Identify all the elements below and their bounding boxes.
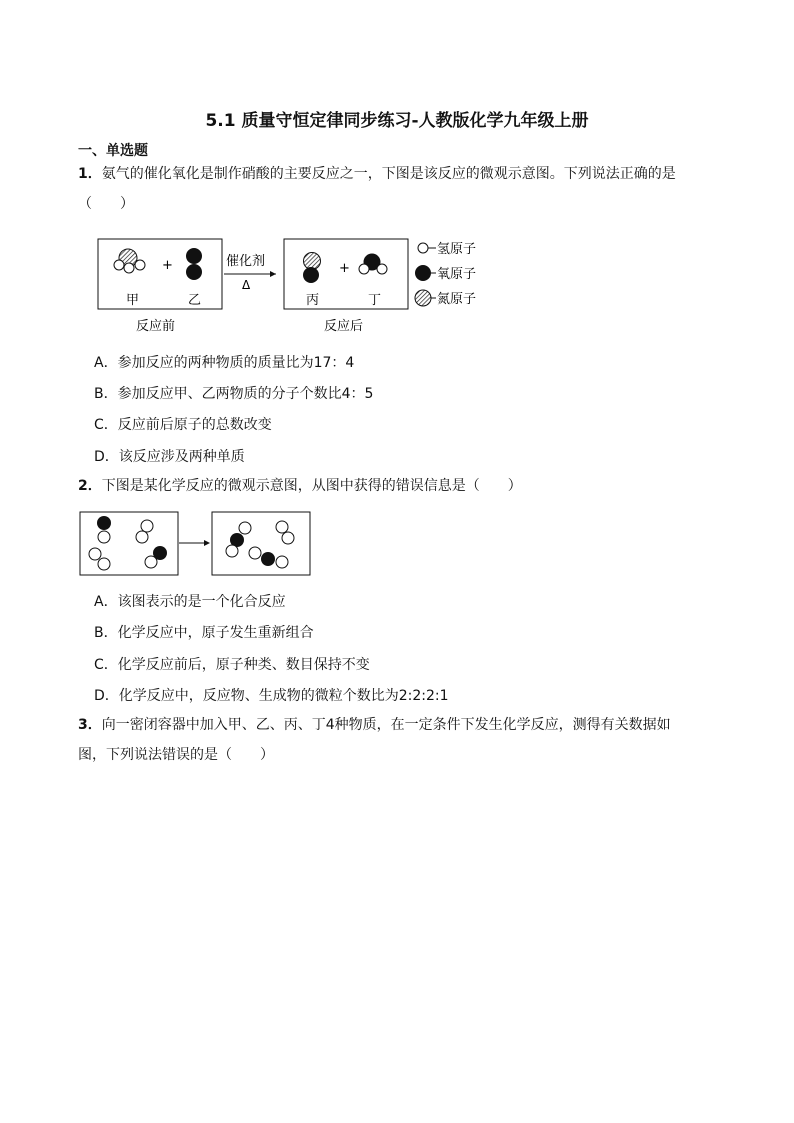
reaction-diagram-2	[78, 510, 318, 580]
question-text-cont: 图，下列说法错误的是（ ）	[78, 747, 274, 763]
option-c[interactable]: C．化学反应前后，原子种类、数目保持不变	[94, 657, 370, 673]
question-text: 氨气的催化氧化是制作硝酸的主要反应之一，下图是该反应的微观示意图。下列说法正确的是	[101, 166, 676, 182]
label-ding: 丁	[368, 293, 382, 308]
answer-paren: （ ）	[78, 196, 134, 212]
option-b[interactable]: B．参加反应甲、乙两物质的分子个数比4：5	[94, 386, 374, 402]
legend-oxygen: 氧原子	[437, 267, 477, 282]
legend	[415, 242, 476, 307]
question-number: 3．	[78, 717, 102, 733]
option-d[interactable]: D．化学反应中，反应物、生成物的微粒个数比为2:2:2:1	[94, 688, 449, 704]
legend-nitrogen: 氮原子	[437, 292, 477, 307]
question-text: 下图是某化学反应的微观示意图，从图中获得的错误信息是（ ）	[101, 478, 522, 494]
hydrogen-atom-icon	[418, 243, 428, 253]
ammonia-molecule	[114, 249, 145, 273]
no-molecule	[303, 253, 321, 284]
water-molecule	[359, 254, 387, 275]
oxygen-molecule	[186, 248, 202, 280]
legend-hydrogen: 氢原子	[437, 242, 477, 257]
option-a[interactable]: A．参加反应的两种物质的质量比为17：4	[94, 355, 355, 371]
oxygen-atom-icon	[415, 265, 431, 281]
question-number: 1．	[78, 166, 102, 182]
label-bing: 丙	[306, 293, 320, 308]
reaction-diagram-1	[90, 234, 510, 338]
after-box	[212, 512, 310, 575]
label-before: 反应前	[136, 319, 176, 334]
label-after: 反应后	[324, 319, 364, 334]
before-box	[80, 512, 178, 575]
nitrogen-atom-icon	[415, 290, 431, 306]
heat-symbol: Δ	[242, 278, 251, 292]
before-box	[98, 239, 222, 309]
option-c[interactable]: C．反应前后原子的总数改变	[94, 417, 272, 433]
option-b[interactable]: B．化学反应中，原子发生重新组合	[94, 625, 314, 641]
option-d[interactable]: D．该反应涉及两种单质	[94, 449, 245, 465]
catalyst-label: 催化剂	[226, 254, 266, 269]
question-1	[78, 159, 718, 219]
section-heading: 一、单选题	[78, 143, 148, 159]
page-title: 5.1 质量守恒定律同步练习-人教版化学九年级上册	[205, 111, 589, 131]
question-2	[78, 471, 718, 501]
label-jia: 甲	[126, 293, 140, 308]
question-3	[78, 710, 718, 770]
option-a[interactable]: A．该图表示的是一个化合反应	[94, 594, 286, 610]
question-number: 2．	[78, 478, 102, 494]
plus-sign: +	[339, 261, 350, 276]
plus-sign: +	[162, 258, 173, 273]
label-yi: 乙	[188, 293, 202, 308]
question-text: 向一密闭容器中加入甲、乙、丙、丁4种物质，在一定条件下发生化学反应，测得有关数据如	[101, 717, 671, 733]
